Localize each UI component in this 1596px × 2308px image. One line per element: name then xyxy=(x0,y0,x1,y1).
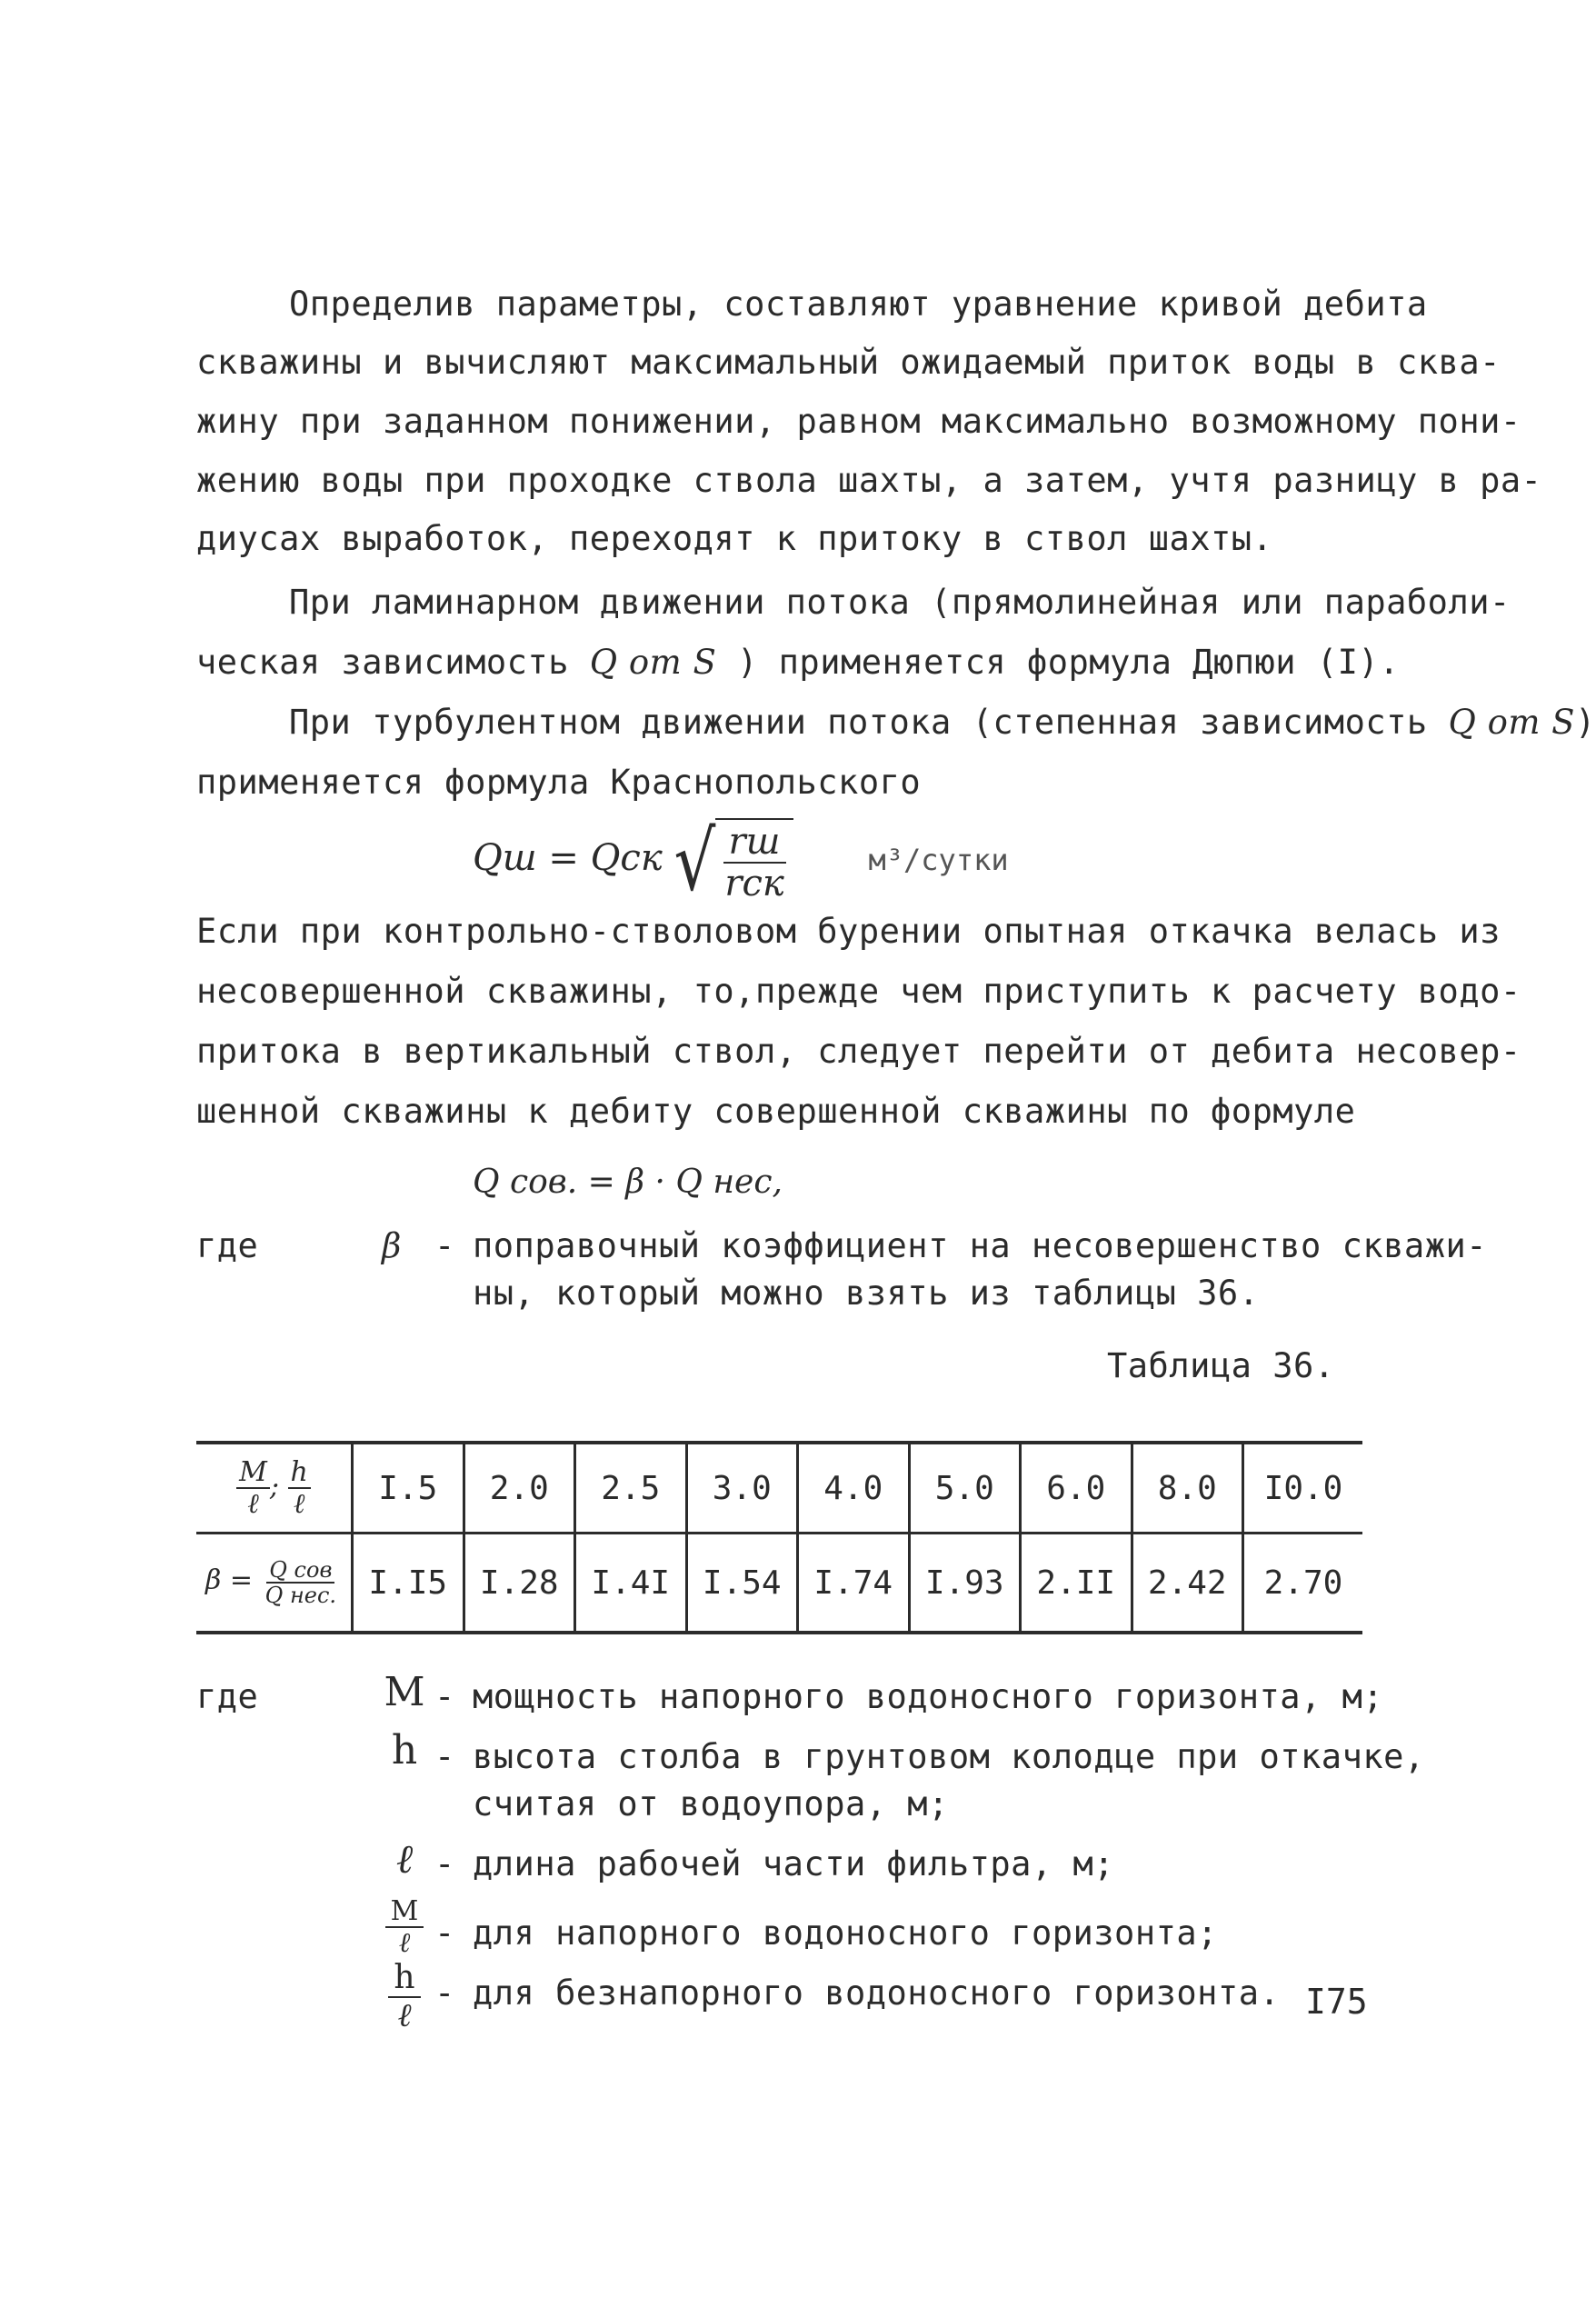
beta-num: Q сов xyxy=(266,1558,334,1584)
legend-m-over-l-num: M xyxy=(385,1896,424,1928)
table-cell: I.74 xyxy=(798,1534,910,1634)
ratio-h-fraction xyxy=(288,1457,311,1519)
paragraph-1-line-3: жину при заданном понижении, равном максимально возможному пони- xyxy=(196,402,1521,441)
legend-symbol-l: ℓ xyxy=(395,1836,414,1883)
legend-symbol-h-over-l xyxy=(373,1960,436,2033)
table-cell: 2.42 xyxy=(1132,1534,1243,1634)
table-cell: I.28 xyxy=(464,1534,575,1634)
beta-prefix: β = xyxy=(204,1564,253,1596)
perfect-well-formula: Q сов. = β · Q нес, xyxy=(473,1164,783,1201)
beta-den: Q нес. xyxy=(264,1583,337,1608)
table-cell: 6.0 xyxy=(1021,1443,1132,1534)
table-cell: I.5 xyxy=(353,1443,464,1534)
paragraph-1-line-2: скважины и вычисляют максимальный ожидаемый приток воды в сква- xyxy=(196,343,1501,382)
legend-text-h: высота столба в грунтовом колодце при откачке, xyxy=(473,1737,1425,1776)
table-cell: I.I5 xyxy=(353,1534,464,1634)
formula-numerator: rш xyxy=(723,822,786,864)
formula-equals: = xyxy=(548,837,579,879)
legend-text-l: длина рабочей части фильтра, м; xyxy=(473,1844,1115,1883)
table-cell: 5.0 xyxy=(909,1443,1021,1534)
page-number: I75 xyxy=(1305,1982,1368,2022)
paragraph-3-expression: Q от S xyxy=(1448,703,1576,742)
paragraph-4-line-4: шенной скважины к дебиту совершенной скважины по формуле xyxy=(196,1092,1356,1131)
formula-units: м³/сутки xyxy=(868,843,1009,877)
legend-h-over-l-num: h xyxy=(388,1960,420,1998)
where-beta-line-2: ны, который можно взять из таблицы 36. xyxy=(473,1274,1260,1313)
table-cell: 3.0 xyxy=(686,1443,798,1534)
ratio-h-num: h xyxy=(288,1457,311,1489)
table-header-beta xyxy=(196,1534,353,1634)
paragraph-4-line-1: Если при контрольно-стволовом бурении опытная откачка велась из xyxy=(196,912,1501,951)
legend-symbol-h: h xyxy=(391,1727,418,1773)
where-beta-line-1: поправочный коэффициент на несовершенство скважи- xyxy=(473,1226,1488,1265)
paragraph-1-line-1: Определив параметры, составляют уравнение кривой дебита xyxy=(289,285,1428,324)
paragraph-3-line-1 xyxy=(289,702,1596,744)
legend-h-over-l-den: ℓ xyxy=(397,1996,412,2034)
table-header-ratio xyxy=(196,1443,353,1534)
legend-text-h-2: считая от водоупора, м; xyxy=(473,1784,949,1823)
coefficient-table xyxy=(196,1441,1362,1634)
paragraph-2-line-2 xyxy=(196,642,1400,684)
legend-dash: - xyxy=(434,1973,455,2013)
paragraph-2-line-1: При ламинарном движении потока (прямолинейная или параболи- xyxy=(289,583,1511,622)
paragraph-2-expression: Q от S xyxy=(589,643,717,682)
sqrt-sign-icon: √ xyxy=(673,813,716,909)
where-label-1: где xyxy=(196,1226,259,1265)
paragraph-3-text-pre: При турбулентном движении потока (степенная зависимость xyxy=(289,703,1428,742)
legend-dash: - xyxy=(434,1844,455,1883)
ratio-m-fraction xyxy=(236,1457,270,1519)
table-cell: 2.0 xyxy=(464,1443,575,1534)
table-cell: 2.5 xyxy=(575,1443,687,1534)
formula-q-well: Qск xyxy=(590,837,663,879)
beta-fraction xyxy=(260,1558,342,1608)
where-label-2: где xyxy=(196,1677,259,1716)
legend-symbol-m: M xyxy=(384,1669,425,1715)
paragraph-1-line-5: диусах выработок, переходят к притоку в ствол шахты. xyxy=(196,519,1273,558)
legend-dash: - xyxy=(434,1913,455,1953)
ratio-separator: ; xyxy=(269,1471,279,1503)
ratio-m-num: M xyxy=(236,1457,270,1489)
where-beta-dash: - xyxy=(434,1226,455,1265)
paragraph-4-line-2: несовершенной скважины, то,прежде чем приступить к расчету водо- xyxy=(196,972,1521,1011)
formula-sqrt xyxy=(673,813,793,909)
legend-m-over-l-fraction xyxy=(385,1896,424,1958)
legend-text-m-over-l: для напорного водоносного горизонта; xyxy=(473,1913,1218,1953)
table-cell: I0.0 xyxy=(1243,1443,1363,1534)
paragraph-1-line-4: жению воды при проходке ствола шахты, а затем, учтя разницу в ра- xyxy=(196,461,1542,500)
table-cell: 2.II xyxy=(1021,1534,1132,1634)
paragraph-3-text-post: ) xyxy=(1575,703,1596,742)
paragraph-3-line-2: применяется формула Краснопольского xyxy=(196,763,922,802)
paragraph-2-text-post: ) применяется формула Дюпюи (I). xyxy=(737,643,1400,682)
legend-m-over-l-den: ℓ xyxy=(398,1927,411,1959)
formula-lhs: Qш xyxy=(473,837,537,879)
legend-text-m: мощность напорного водоносного горизонта, м; xyxy=(473,1677,1384,1716)
table-cell: I.54 xyxy=(686,1534,798,1634)
where-beta-symbol: β xyxy=(382,1226,402,1265)
legend-text-h-over-l: для безнапорного водоносного горизонта. xyxy=(473,1973,1281,2013)
legend-dash: - xyxy=(434,1677,455,1716)
paragraph-2-text-pre: ческая зависимость xyxy=(196,643,569,682)
ratio-header-expression xyxy=(236,1456,311,1520)
ratio-h-den: ℓ xyxy=(293,1488,305,1520)
table-cell: I.93 xyxy=(909,1534,1021,1634)
paragraph-4-line-3: притока в вертикальный ствол, следует перейти от дебита несовер- xyxy=(196,1032,1521,1071)
beta-header-expression xyxy=(204,1556,342,1608)
formula-radius-fraction xyxy=(715,818,793,904)
table-caption: Таблица 36. xyxy=(1107,1346,1335,1385)
table-cell: I.4I xyxy=(575,1534,687,1634)
table-cell: 8.0 xyxy=(1132,1443,1243,1534)
table-cell: 2.70 xyxy=(1243,1534,1363,1634)
krasnopolsky-formula xyxy=(473,813,1009,909)
table-cell: 4.0 xyxy=(798,1443,910,1534)
legend-dash: - xyxy=(434,1737,455,1776)
legend-h-over-l-fraction xyxy=(388,1960,420,2033)
ratio-m-den: ℓ xyxy=(247,1488,259,1520)
table-row-betas xyxy=(196,1534,1362,1634)
legend-symbol-m-over-l xyxy=(373,1896,436,1958)
formula-denominator: rск xyxy=(724,863,784,904)
table-row-ratios xyxy=(196,1443,1362,1534)
